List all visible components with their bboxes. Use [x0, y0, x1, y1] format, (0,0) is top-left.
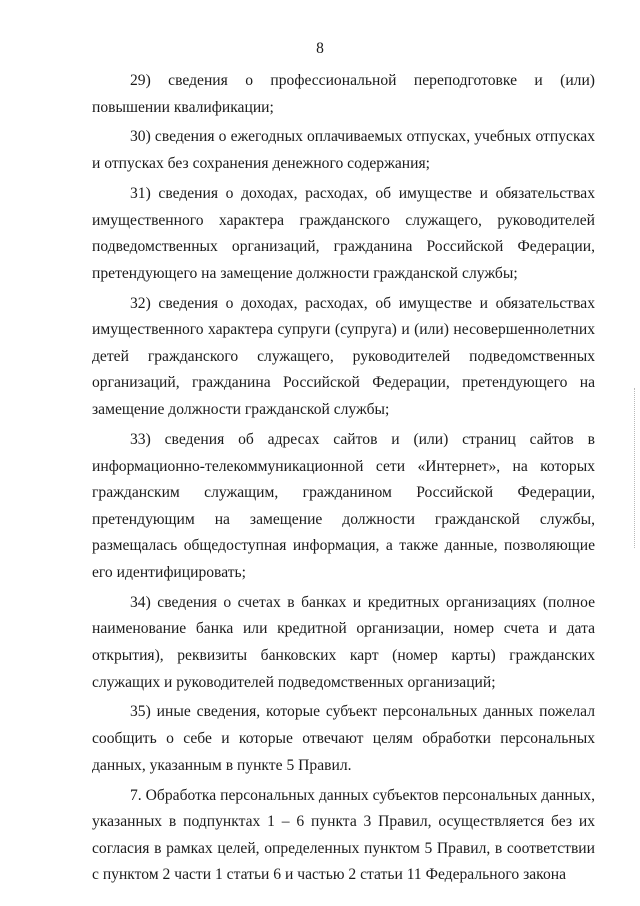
paragraph-7: 7. Обработка персональных данных субъектов персональных данных, указанных в подпунктах 1 – 6 пункта 3 Правил, осуществляется без их согласия в рамках целей, определенных пунктом 5 Правил, в соответствии с пунктом 2 части 1 статьи 6 и частью 2 статьи 11 Федерального закона: [92, 786, 595, 884]
list-item-29: 29) сведения о профессиональной переподготовке и (или) повышении квалификации;: [92, 72, 595, 116]
list-item-32: 32) сведения о доходах, расходах, об имуществе и обязательствах имущественного характера супруги (супруга) и (или) несовершеннолетних детей гражданского служащего, руководителей подведомственных организаций, гражданина Российской Федерации, претендующего на замещение должности гражданской службы;: [92, 294, 595, 419]
list-item-31: 31) сведения о доходах, расходах, об имуществе и обязательствах имущественного характера гражданского служащего, руководителей подведомственных организаций, гражданина Российской Федерации, претендующего на замещение должности гражданской службы;: [92, 184, 595, 282]
list-item-35: 35) иные сведения, которые субъект персональных данных пожелал сообщить о себе и которые отвечают целям обработки персональных данных, указанным в пункте 5 Правил.: [92, 703, 595, 774]
list-item-33: 33) сведения об адресах сайтов и (или) страниц сайтов в информационно-телекоммуникационной сети «Интернет», на которых гражданским служащим, гражданином Российской Федерации, претендующим на замещение должности гражданской службы, размещалась общедоступная информация, а также данные, позволяющие его идентифицировать;: [92, 430, 595, 581]
page-number: 8: [316, 40, 324, 57]
document-body: [92, 68, 595, 892]
list-item-30: 30) сведения о ежегодных оплачиваемых отпусках, учебных отпусках и отпусках без сохранения денежного содержания;: [92, 128, 595, 173]
scan-edge-mark: [634, 388, 638, 548]
list-item-34: 34) сведения о счетах в банках и кредитных организациях (полное наименование банка или кредитной организации, номер счета и дата открытия), реквизиты банковских карт (номер карты) гражданских служащих и руководителей подведомственных организаций;: [92, 593, 595, 691]
